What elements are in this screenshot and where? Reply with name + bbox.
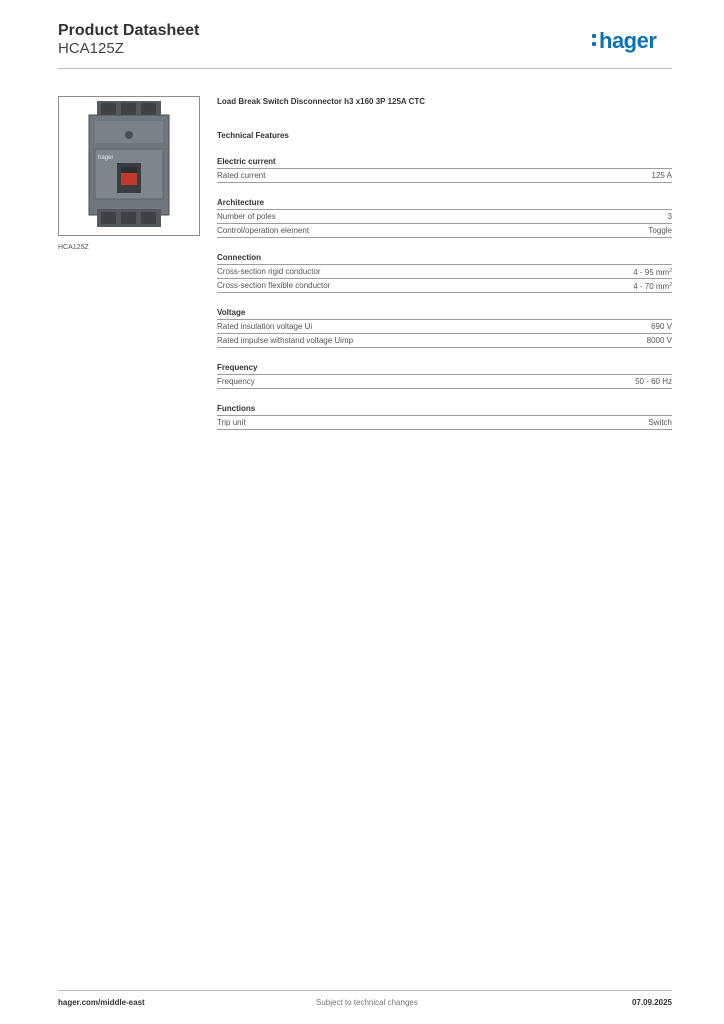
- spec-row-trip-unit: [217, 416, 672, 430]
- product-image: [58, 96, 200, 236]
- product-brand-label: hager: [98, 155, 114, 161]
- spec-label: Control/operation element: [217, 226, 310, 235]
- section-connection: [217, 251, 672, 293]
- section-title: Connection: [217, 251, 672, 265]
- spec-value-wrapper: [633, 265, 672, 278]
- section-voltage: [217, 306, 672, 348]
- spec-row-flexible-conductor: [217, 279, 672, 293]
- spec-value: 690 V: [651, 322, 672, 331]
- logo-text: hager: [599, 28, 657, 53]
- spec-value: 50 - 60 Hz: [635, 377, 672, 386]
- spec-label: Cross-section flexible conductor: [217, 281, 331, 290]
- image-caption: HCA125Z: [58, 244, 89, 251]
- header-divider: [58, 68, 672, 69]
- spec-label: Cross-section rigid conductor: [217, 267, 321, 276]
- spec-value: 3: [667, 212, 672, 221]
- spec-row-number-of-poles: [217, 210, 672, 224]
- spec-label: Rated insulation voltage Ui: [217, 322, 313, 331]
- product-name: Load Break Switch Disconnector h3 x160 3P 125A CTC: [217, 97, 426, 106]
- spec-row-insulation-voltage: [217, 320, 672, 334]
- spec-value: Switch: [648, 418, 672, 427]
- page-title: Product Datasheet: [58, 22, 200, 39]
- section-frequency: [217, 361, 672, 389]
- spec-label: Frequency: [217, 377, 255, 386]
- section-functions: [217, 402, 672, 430]
- unit-superscript: 2: [669, 282, 672, 288]
- spec-label: Rated current: [217, 171, 266, 180]
- hager-logo: [592, 28, 656, 54]
- spec-value: 4 - 95 mm: [633, 268, 670, 277]
- section-title: Functions: [217, 402, 672, 416]
- spec-value-wrapper: [633, 279, 672, 292]
- spec-row-frequency: [217, 375, 672, 389]
- specifications: [217, 96, 672, 430]
- spec-row-impulse-voltage: [217, 334, 672, 348]
- spec-value: 4 - 70 mm: [633, 282, 670, 291]
- section-title: Frequency: [217, 361, 672, 375]
- section-title: Voltage: [217, 306, 672, 320]
- footer-divider: [58, 990, 672, 991]
- footer-notice: Subject to technical changes: [316, 998, 418, 1007]
- product-code: HCA125Z: [58, 40, 124, 57]
- spec-row-control-element: [217, 224, 672, 238]
- switch-disconnector-icon: [59, 97, 199, 235]
- unit-superscript: 2: [669, 268, 672, 274]
- section-title: Electric current: [217, 155, 672, 169]
- section-electric-current: [217, 155, 672, 183]
- spec-value: 125 A: [651, 171, 672, 180]
- technical-features-title: Technical Features: [217, 131, 289, 140]
- spec-label: Number of poles: [217, 212, 276, 221]
- section-architecture: [217, 196, 672, 238]
- spec-row-rigid-conductor: [217, 265, 672, 279]
- logo-dots-icon: [592, 33, 597, 47]
- spec-label: Rated impulse withstand voltage Uimp: [217, 336, 354, 345]
- footer-date: 07.09.2025: [631, 998, 672, 1007]
- spec-value: Toggle: [648, 226, 672, 235]
- section-title: Architecture: [217, 196, 672, 210]
- spec-label: Trip unit: [217, 418, 246, 427]
- spec-value: 8000 V: [646, 336, 672, 345]
- footer-website-link[interactable]: hager.com/middle-east: [58, 998, 145, 1007]
- spec-row-rated-current: [217, 169, 672, 183]
